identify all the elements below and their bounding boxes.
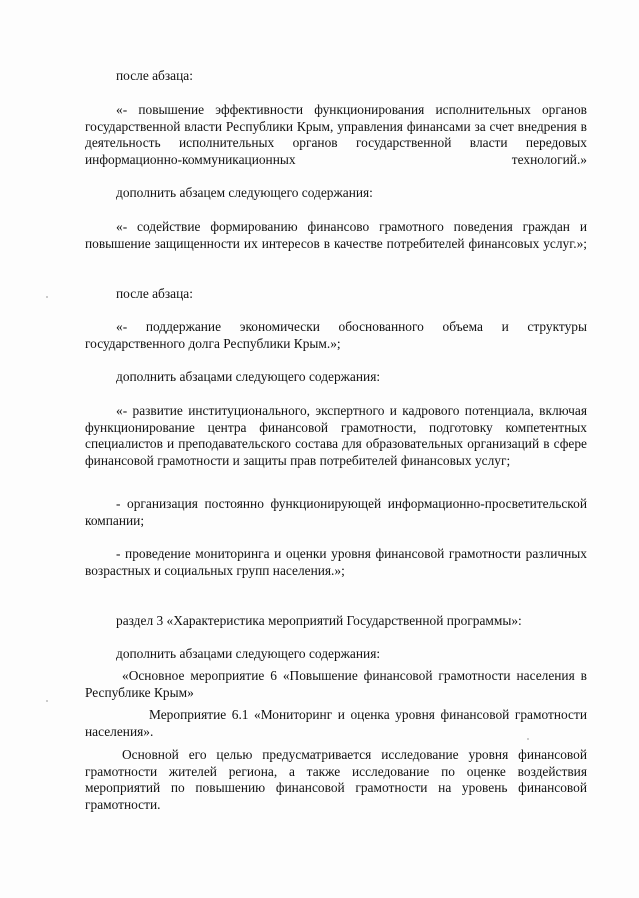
paragraph-after-paragraph-1: после абзаца: — [116, 68, 193, 83]
paragraph-section-3: раздел 3 «Характеристика мероприятий Государственной программы»: — [116, 613, 522, 628]
paragraph-quote-efficiency: «- повышение эффективности функционирования исполнительных органов государственной власти Республики Крым, управления финансами за счет внедрения в деятельность исполнительных органов государственной власти передовых информационно-коммуникационных технологий.» — [85, 102, 587, 167]
scan-speck — [46, 296, 48, 298]
paragraph-info-campaign: - организация постоянно функционирующей информационно-просветительской компании; — [85, 496, 587, 528]
paragraph-supplement-1: дополнить абзацем следующего содержания: — [116, 185, 373, 200]
scan-speck — [527, 738, 529, 740]
scan-speck — [46, 700, 48, 702]
paragraph-supplement-3: дополнить абзацами следующего содержания: — [116, 646, 381, 661]
paragraph-after-paragraph-2: после абзаца: — [116, 286, 193, 301]
paragraph-quote-public-debt: «- поддержание экономически обоснованного объема и структуры государственного долга Республики Крым.»; — [85, 319, 587, 351]
paragraph-quote-institutional-development: «- развитие институционального, экспертного и кадрового потенциала, включая функционирование центра финансовой грамотности, подготовку компетентных специалистов и преподавательского состава для образовательных организаций в сфере финансовой грамотности и защиты прав потребителей финансовых услуг; — [85, 403, 587, 468]
paragraph-monitoring: - проведение мониторинга и оценки уровня финансовой грамотности различных возрастных и социальных групп населения.»; — [85, 546, 587, 578]
paragraph-supplement-2: дополнить абзацами следующего содержания: — [116, 369, 381, 384]
paragraph-quote-literacy-behavior: «- содействие формированию финансово грамотного поведения граждан и повышение защищенности их интересов в качестве потребителей финансовых услуг.»; — [85, 219, 587, 251]
paragraph-main-goal: Основной его целью предусматривается исследование уровня финансовой грамотности жителей региона, а также исследование по оценке воздействия мероприятий по повышению финансовой грамотности на уровень финансовой грамотности. — [85, 747, 587, 812]
paragraph-activity-6-1: Мероприятие 6.1 «Мониторинг и оценка уровня финансовой грамотности населения». — [85, 707, 587, 739]
paragraph-main-activity-6: «Основное мероприятие 6 «Повышение финансовой грамотности населения в Республике Крым» — [85, 668, 587, 700]
